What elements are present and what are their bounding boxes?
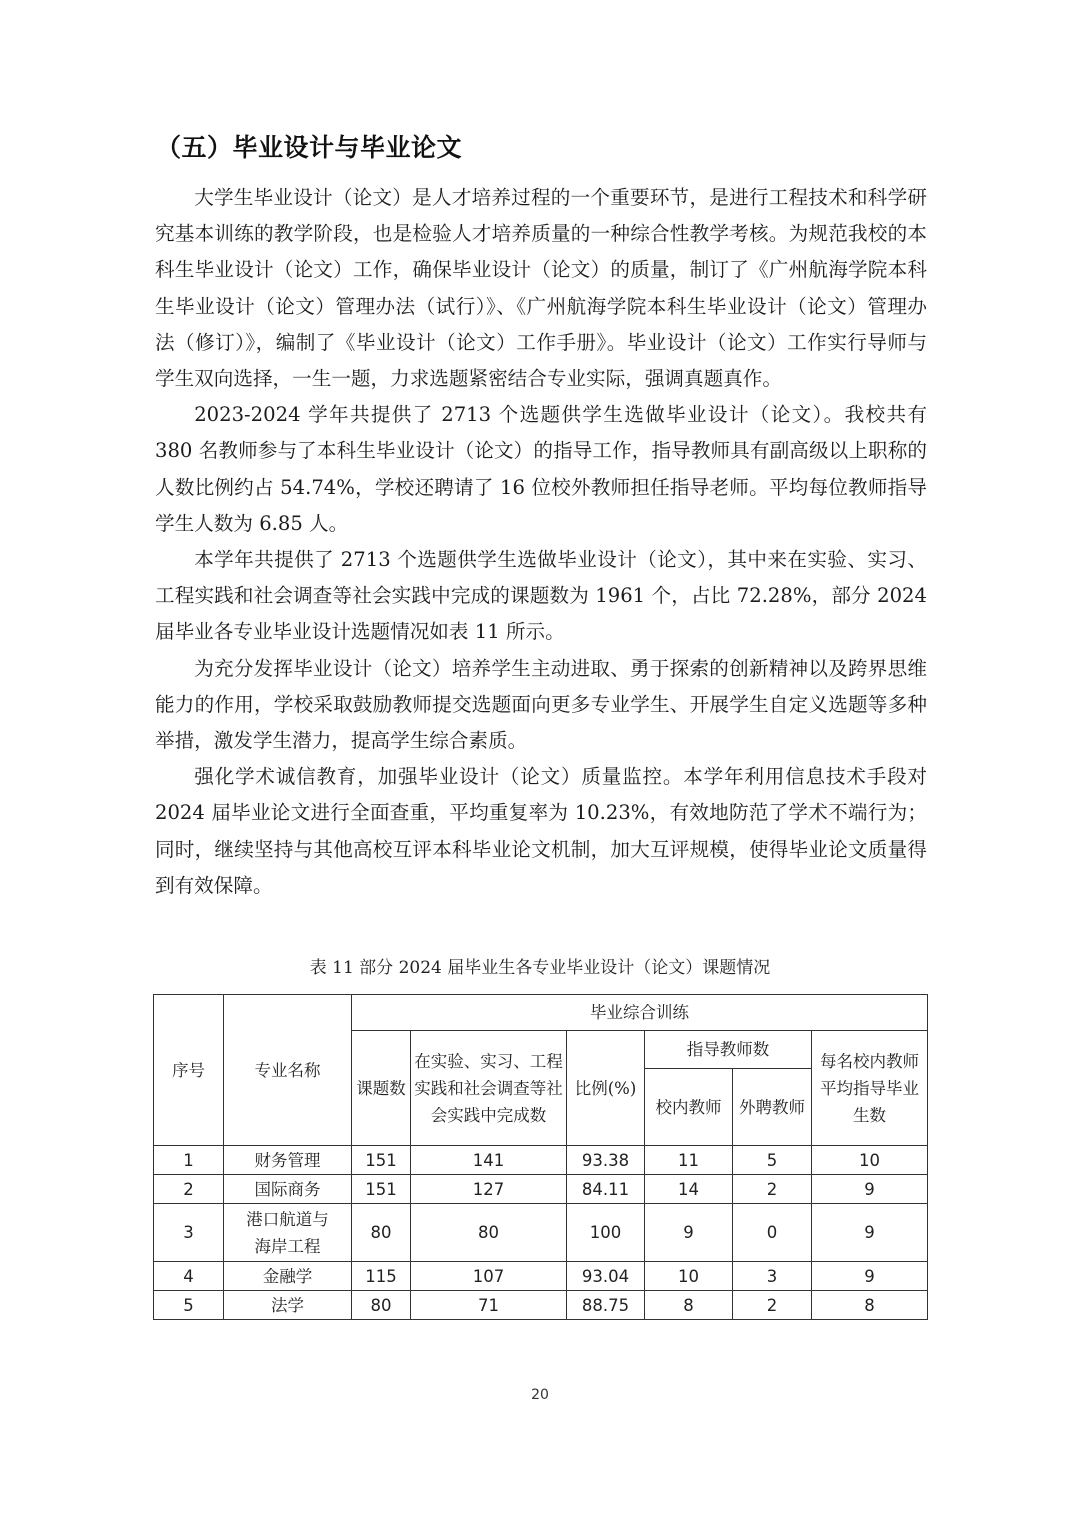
cell-topics: 80 [352,1291,411,1320]
cell-seq: 4 [154,1262,224,1291]
cell-practice: 71 [411,1291,567,1320]
topics-table [153,994,928,1320]
cell-ratio: 100 [567,1204,645,1262]
header-seq: 序号 [154,995,224,1146]
cell-external: 2 [733,1291,812,1320]
cell-avg: 8 [812,1291,928,1320]
cell-topics: 80 [352,1204,411,1262]
cell-practice: 107 [411,1262,567,1291]
cell-internal: 14 [645,1175,733,1204]
paragraph: 2023-2024 学年共提供了 2713 个选题供学生选做毕业设计（论文）。我校共有 380 名教师参与了本科生毕业设计（论文）的指导工作，指导教师具有副高级以上职称的人数比例约占 54.74%，学校还聘请了 16 位校外教师担任指导老师。平均每位教师指导学生人数为 6.85 人。 [155,403,927,535]
body-text [155,180,927,904]
cell-external: 3 [733,1262,812,1291]
cell-major: 金融学 [224,1262,352,1291]
cell-major: 财务管理 [224,1146,352,1175]
paragraph: 本学年共提供了 2713 个选题供学生选做毕业设计（论文），其中来在实验、实习、工程实践和社会调查等社会实践中完成的课题数为 1961 个，占比 72.28%，部分 2024 届毕业各专业毕业设计选题情况如表 11 所示。 [155,548,927,644]
header-major: 专业名称 [224,995,352,1146]
page-number: 20 [531,1387,549,1403]
cell-internal: 8 [645,1291,733,1320]
table-row [154,1262,928,1291]
table-row [154,1175,928,1204]
header-internal: 校内教师 [645,1069,733,1146]
cell-seq: 5 [154,1291,224,1320]
paragraph: 大学生毕业设计（论文）是人才培养过程的一个重要环节，是进行工程技术和科学研究基本训练的教学阶段，也是检验人才培养质量的一种综合性教学考核。为规范我校的本科生毕业设计（论文）工作，确保毕业设计（论文）的质量，制订了《广州航海学院本科生毕业设计（论文）管理办法（试行）》、《广州航海学院本科生毕业设计（论文）管理办法（修订）》，编制了《毕业设计（论文）工作手册》。毕业设计（论文）工作实行导师与学生双向选择，一生一题，力求选题紧密结合专业实际，强调真题真作。 [155,186,927,391]
cell-major: 港口航道与海岸工程 [224,1204,352,1262]
cell-seq: 3 [154,1204,224,1262]
cell-internal: 11 [645,1146,733,1175]
cell-ratio: 93.04 [567,1262,645,1291]
cell-avg: 9 [812,1262,928,1291]
header-practice: 在实验、实习、工程实践和社会调查等社会实践中完成数 [411,1031,567,1146]
cell-topics: 115 [352,1262,411,1291]
cell-ratio: 88.75 [567,1291,645,1320]
cell-avg: 9 [812,1204,928,1262]
cell-seq: 2 [154,1175,224,1204]
header-group: 毕业综合训练 [352,995,928,1031]
cell-seq: 1 [154,1146,224,1175]
cell-ratio: 93.38 [567,1146,645,1175]
cell-external: 5 [733,1146,812,1175]
header-avg: 每名校内教师平均指导毕业生数 [812,1031,928,1146]
cell-topics: 151 [352,1175,411,1204]
cell-major: 国际商务 [224,1175,352,1204]
table-row [154,1291,928,1320]
cell-practice: 80 [411,1204,567,1262]
section-heading: （五）毕业设计与毕业论文 [156,133,463,162]
header-topics: 课题数 [352,1031,411,1146]
table-caption: 表 11 部分 2024 届毕业生各专业毕业设计（论文）课题情况 [309,958,771,978]
table-row [154,1204,928,1262]
cell-topics: 151 [352,1146,411,1175]
cell-avg: 9 [812,1175,928,1204]
paragraph: 强化学术诚信教育，加强毕业设计（论文）质量监控。本学年利用信息技术手段对 2024 届毕业论文进行全面查重，平均重复率为 10.23%，有效地防范了学术不端行为；同时，继续坚持与其他高校互评本科毕业论文机制，加大互评规模，使得毕业论文质量得到有效保障。 [155,765,927,897]
header-advisors: 指导教师数 [645,1031,812,1069]
header-ratio: 比例(%) [567,1031,645,1146]
paragraph: 为充分发挥毕业设计（论文）培养学生主动进取、勇于探索的创新精神以及跨界思维能力的作用，学校采取鼓励教师提交选题面向更多专业学生、开展学生自定义选题等多种举措，激发学生潜力，提高学生综合素质。 [155,656,927,753]
cell-internal: 10 [645,1262,733,1291]
cell-ratio: 84.11 [567,1175,645,1204]
cell-major: 法学 [224,1291,352,1320]
cell-practice: 141 [411,1146,567,1175]
cell-internal: 9 [645,1204,733,1262]
cell-practice: 127 [411,1175,567,1204]
cell-external: 2 [733,1175,812,1204]
table-row [154,1146,928,1175]
header-external: 外聘教师 [733,1069,812,1146]
cell-avg: 10 [812,1146,928,1175]
cell-external: 0 [733,1204,812,1262]
